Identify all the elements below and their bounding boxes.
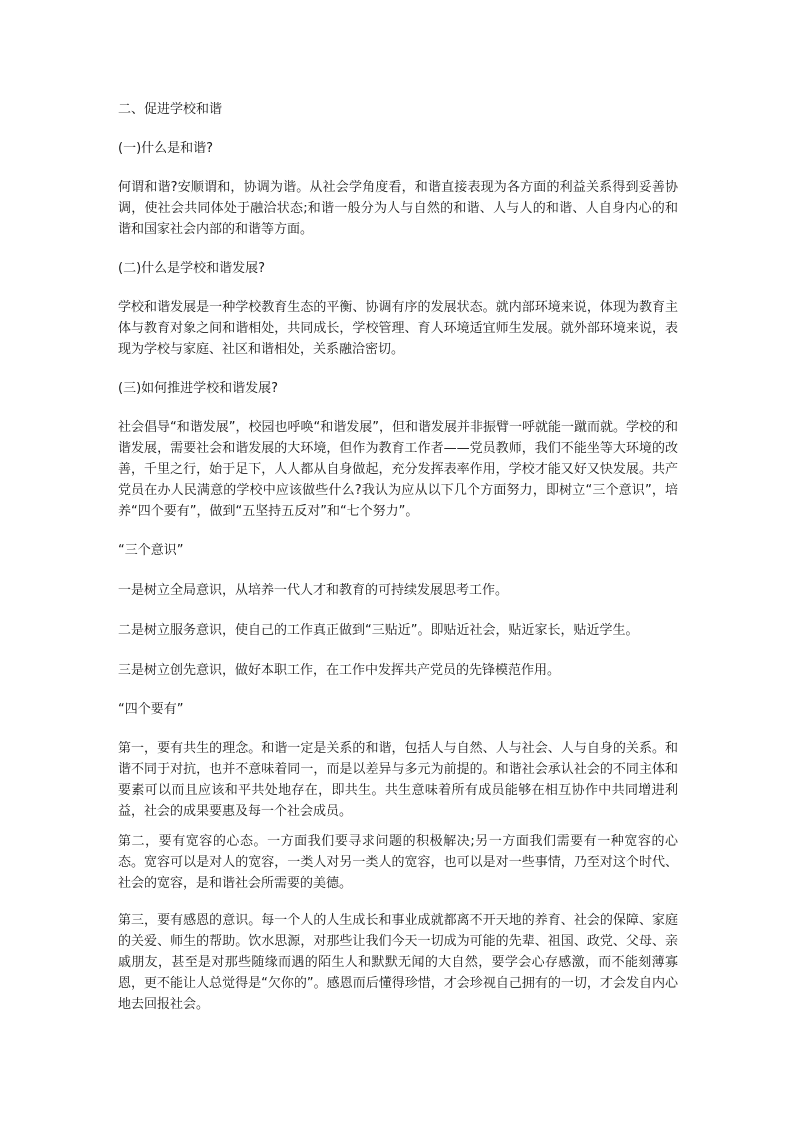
- awareness-item-2: 二是树立服务意识，使自己的工作真正做到“三贴近”。即贴近社会，贴近家长，贴近学生。: [118, 623, 639, 638]
- subheading-four-musts: “四个要有”: [118, 702, 184, 717]
- paragraph-must-2: 第二，要有宽容的心态。一方面我们要寻求问题的积极解决;另一方面我们需要有一种宽容的心态。宽容可以是对人的宽容，一类人对另一类人的宽容，也可以是对一些事情，乃至对这个时代、社会的宽容，是和谐社会所需要的美德。: [118, 834, 678, 891]
- subheading-three-awareness: “三个意识”: [118, 543, 184, 558]
- paragraph-harmony-definition: 何谓和谐?安顺谓和，协调为谐。从社会学角度看，和谐直接表现为各方面的利益关系得到妥善协调，使社会共同体处于融洽状态;和谐一般分为人与自然的和谐、人与人的和谐、人自身内心的和谐和国家社会内部的和谐等方面。: [118, 180, 678, 237]
- awareness-item-1: 一是树立全局意识，从培养一代人才和教育的可持续发展思考工作。: [118, 583, 509, 598]
- paragraph-school-harmony-definition: 学校和谐发展是一种学校教育生态的平衡、协调有序的发展状态。就内部环境来说，体现为教育主体与教育对象之间和谐相处，共同成长，学校管理、育人环境适宜师生发展。就外部环境来说，表现为学校与家庭、社区和谐相处，关系融洽密切。: [118, 300, 678, 357]
- subheading-how-to-promote: (三)如何推进学校和谐发展?: [118, 381, 279, 396]
- paragraph-how-to-promote: 社会倡导“和谐发展”，校园也呼唤“和谐发展”，但和谐发展并非振臂一呼就能一蹴而就。学校的和谐发展，需要社会和谐发展的大环境，但作为教育工作者——党员教师，我们不能坐等大环境的改善，千里之行，始于足下，人人都从自身做起，充分发挥表率作用，学校才能又好又快发展。共产党员在办人民满意的学校中应该做些什么?我认为应从以下几个方面努力，即树立“三个意识”，培养“四个要有”，做到“五坚持五反对”和“七个努力”。: [118, 420, 678, 519]
- paragraph-must-3: 第三，要有感恩的意识。每一个人的人生成长和事业成就都离不开天地的养育、社会的保障、家庭的关爱、师生的帮助。饮水思源，对那些让我们今天一切成为可能的先辈、祖国、政党、父母、亲戚朋友，甚至是对那些随缘而遇的陌生人和默默无闻的大自然，要学会心存感激，而不能刻薄寡恩，更不能让人总觉得是“欠你的”。感恩而后懂得珍惜，才会珍视自己拥有的一切，才会发自内心地去回报社会。: [118, 913, 678, 1012]
- subheading-school-harmony: (二)什么是学校和谐发展?: [118, 261, 266, 276]
- section-heading: 二、促进学校和谐: [118, 102, 223, 117]
- subheading-what-is-harmony: (一)什么是和谐?: [118, 141, 214, 156]
- awareness-item-3: 三是树立创先意识，做好本职工作，在工作中发挥共产党员的先锋模范作用。: [118, 663, 561, 678]
- paragraph-must-1: 第一，要有共生的理念。和谐一定是关系的和谐，包括人与自然、人与社会、人与自身的关系。和谐不同于对抗，也并不意味着同一，而是以差异与多元为前提的。和谐社会承认社会的不同主体和要素可以而且应该和平共处地存在，即共生。共生意味着所有成员能够在相互协作中共同增进利益，社会的成果要惠及每一个社会成员。: [118, 741, 678, 819]
